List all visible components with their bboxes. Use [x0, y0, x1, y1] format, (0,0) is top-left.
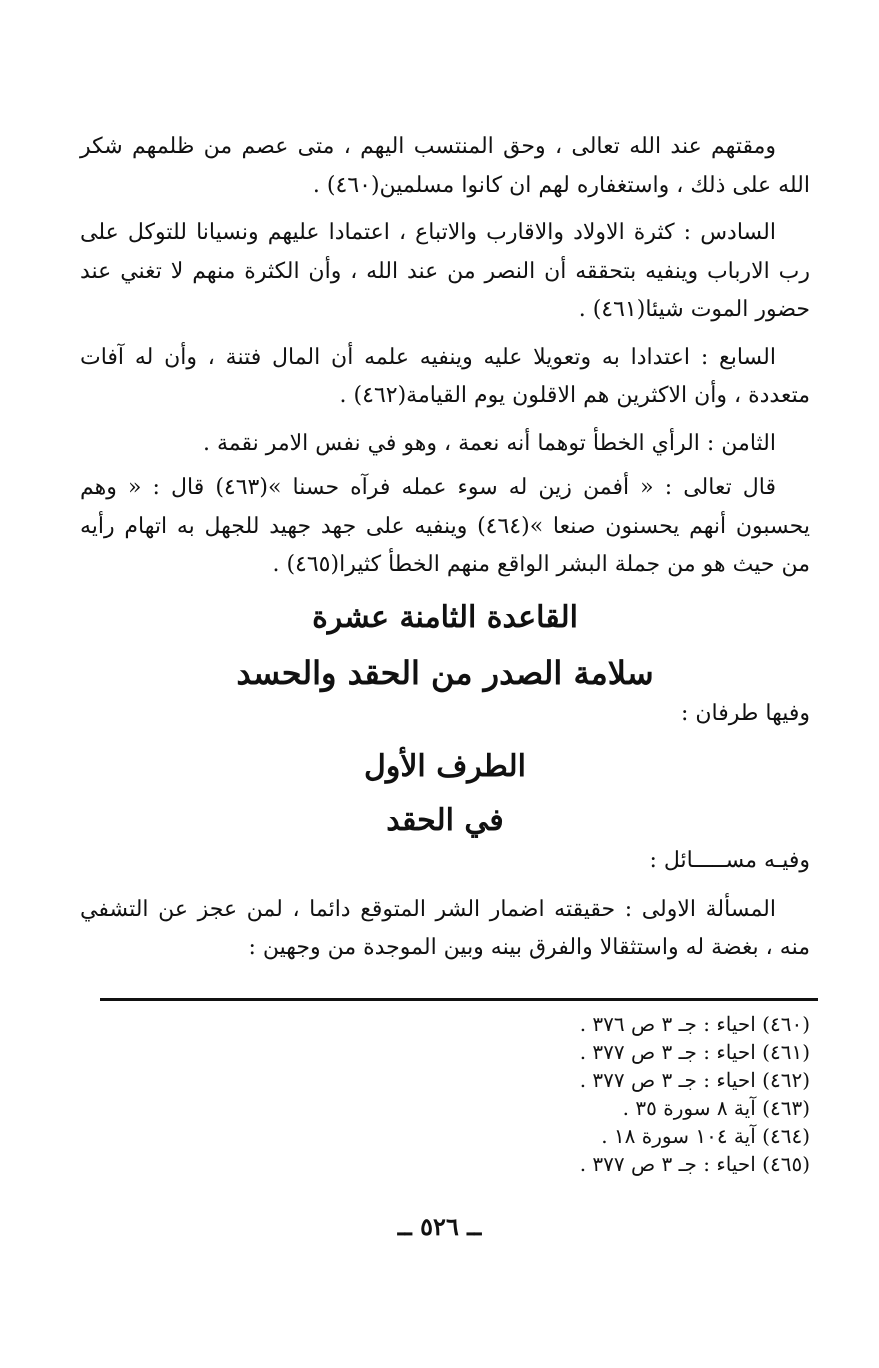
rule-title: القاعدة الثامنة عشرة: [312, 599, 578, 635]
footnote: (٤٦٣) آية ٨ سورة ٣٥ .: [622, 1096, 810, 1120]
rule-subtitle: سلامة الصدر من الحقد والحسد: [236, 653, 654, 692]
paragraph: السادس : كثرة الاولاد والاقارب والاتباع ، اعتمادا عليهم ونسيانا للتوكل على رب الارباب وينفيه بتحققه أن النصر من عند الله ، وأن الكثرة منهم لا تغني عند حضور الموت شيئا(٤٦١) .: [80, 220, 810, 322]
footnote-divider: [100, 998, 818, 1001]
footnote: (٤٦٤) آية ١٠٤ سورة ١٨ .: [601, 1124, 810, 1148]
masail-intro: وفيـه مســـــائل :: [649, 847, 810, 873]
main-text: [80, 128, 810, 977]
paragraph: الثامن : الرأي الخطأ توهما أنه نعمة ، وهو في نفس الامر نقمة .: [202, 430, 776, 456]
paragraph: ومقتهم عند الله تعالى ، وحق المنتسب اليهم ، متى عصم من ظلمهم شكر الله على ذلك ، واستغفاره لهم ان كانوا مسلمين(٤٦٠) .: [80, 134, 810, 198]
part-title: الطرف الأول: [364, 748, 526, 784]
footnote: (٤٦١) احياء : جـ ٣ ص ٣٧٧ .: [579, 1040, 810, 1064]
parts-intro: وفيها طرفان :: [680, 700, 810, 726]
paragraph: السابع : اعتدادا به وتعويلا عليه وينفيه علمه أن المال فتنة ، وأن له آفات متعددة ، وأن الاكثرين هم الاقلون يوم القيامة(٤٦٢) .: [80, 344, 810, 408]
part-subtitle: في الحقد: [386, 802, 504, 838]
footnote: (٤٦٥) احياء : جـ ٣ ص ٣٧٧ .: [579, 1152, 810, 1176]
footnote: (٤٦٢) احياء : جـ ٣ ص ٣٧٧ .: [579, 1068, 810, 1092]
footnote: (٤٦٠) احياء : جـ ٣ ص ٣٧٦ .: [579, 1012, 810, 1036]
page-number: ــ ٥٢٦ ــ: [397, 1212, 482, 1241]
footnotes: [480, 1010, 810, 1178]
paragraph: قال تعالى : « أفمن زين له سوء عمله فرآه حسنا »(٤٦٣) قال : « وهم يحسبون أنهم يحسنون صنعا »(٤٦٤) وينفيه على جهد جهيد للجهل به اتهام رأيه من حيث هو من جملة البشر الواقع منهم الخطأ كثيرا(٤٦٥) .: [80, 475, 810, 577]
paragraph: المسألة الاولى : حقيقته اضمار الشر المتوقع دائما ، لمن عجز عن التشفي منه ، بغضة له واستثقالا والفرق بينه وبين الموجدة من وجهين :: [80, 896, 810, 960]
